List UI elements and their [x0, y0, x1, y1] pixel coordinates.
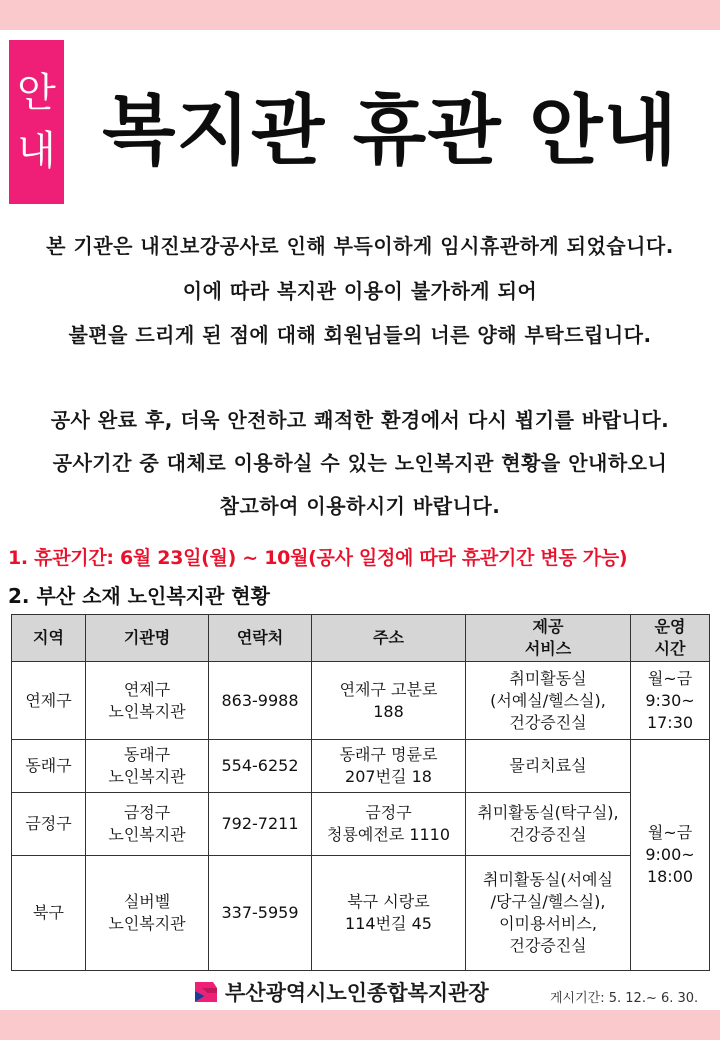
cell-services: 취미활동실 (서예실/헬스실), 건강증진실 — [466, 662, 631, 740]
top-band — [0, 0, 720, 30]
cell-name: 실버벨 노인복지관 — [86, 856, 209, 971]
cell-hours: 월~금 9:00~ 18:00 — [631, 740, 710, 971]
notice-tag — [9, 40, 64, 204]
notice-tag-char-1: 안 — [17, 70, 56, 116]
header-name: 기관명 — [86, 615, 209, 662]
cell-address: 금정구 청룡예전로 1110 — [312, 793, 466, 856]
intro-line-1: 본 기관은 내진보강공사로 인해 부득이하게 임시휴관하게 되었습니다. — [46, 234, 674, 258]
table-row — [12, 856, 710, 971]
intro-line-2: 이에 따라 복지관 이용이 불가하게 되어 — [182, 279, 538, 303]
centers-table — [11, 614, 710, 971]
cell-services: 취미활동실(탁구실), 건강증진실 — [466, 793, 631, 856]
table-header-row — [12, 615, 710, 662]
posting-period: 게시기간: 5. 12.~ 6. 30. — [550, 991, 699, 1006]
status-heading: 2. 부산 소재 노인복지관 현황 — [8, 584, 270, 608]
cell-address: 연제구 고분로 188 — [312, 662, 466, 740]
cell-region: 북구 — [12, 856, 86, 971]
cell-region: 금정구 — [12, 793, 86, 856]
intro-line-4: 공사 완료 후, 더욱 안전하고 쾌적한 환경에서 다시 뵙기를 바랍니다. — [50, 408, 670, 432]
cell-address: 동래구 명륜로 207번길 18 — [312, 740, 466, 793]
header-services: 제공 서비스 — [466, 615, 631, 662]
cell-services: 취미활동실(서예실 /당구실/헬스실), 이미용서비스, 건강증진실 — [466, 856, 631, 971]
cell-region: 동래구 — [12, 740, 86, 793]
closure-period: 1. 휴관기간: 6월 23일(월) ~ 10월(공사 일정에 따라 휴관기간 변동 가능) — [8, 547, 628, 569]
page-title: 복지관 휴관 안내 — [102, 86, 678, 175]
header-region: 지역 — [12, 615, 86, 662]
cell-name: 연제구 노인복지관 — [86, 662, 209, 740]
table-row — [12, 662, 710, 740]
cell-phone: 554-6252 — [209, 740, 312, 793]
organization-signature — [193, 976, 489, 1008]
cell-region: 연제구 — [12, 662, 86, 740]
cell-hours: 월~금 9:30~ 17:30 — [631, 662, 710, 740]
notice-tag-char-2: 내 — [17, 128, 56, 174]
table-row — [12, 740, 710, 793]
cell-address: 북구 시랑로 114번길 45 — [312, 856, 466, 971]
table-row — [12, 793, 710, 856]
intro-line-6: 참고하여 이용하시기 바랍니다. — [219, 494, 501, 518]
cell-phone: 792-7211 — [209, 793, 312, 856]
header-address: 주소 — [312, 615, 466, 662]
header-hours: 운영 시간 — [631, 615, 710, 662]
cell-phone: 863-9988 — [209, 662, 312, 740]
busan-logo-icon — [193, 979, 219, 1005]
organization-name: 부산광역시노인종합복지관장 — [225, 981, 489, 1005]
intro-line-3: 불편을 드리게 된 점에 대해 회원님들의 너른 양해 부탁드립니다. — [68, 323, 652, 347]
cell-services: 물리치료실 — [466, 740, 631, 793]
cell-name: 금정구 노인복지관 — [86, 793, 209, 856]
header-phone: 연락처 — [209, 615, 312, 662]
cell-name: 동래구 노인복지관 — [86, 740, 209, 793]
cell-phone: 337-5959 — [209, 856, 312, 971]
bottom-band — [0, 1010, 720, 1040]
intro-line-5: 공사기간 중 대체로 이용하실 수 있는 노인복지관 현황을 안내하오니 — [52, 451, 668, 475]
